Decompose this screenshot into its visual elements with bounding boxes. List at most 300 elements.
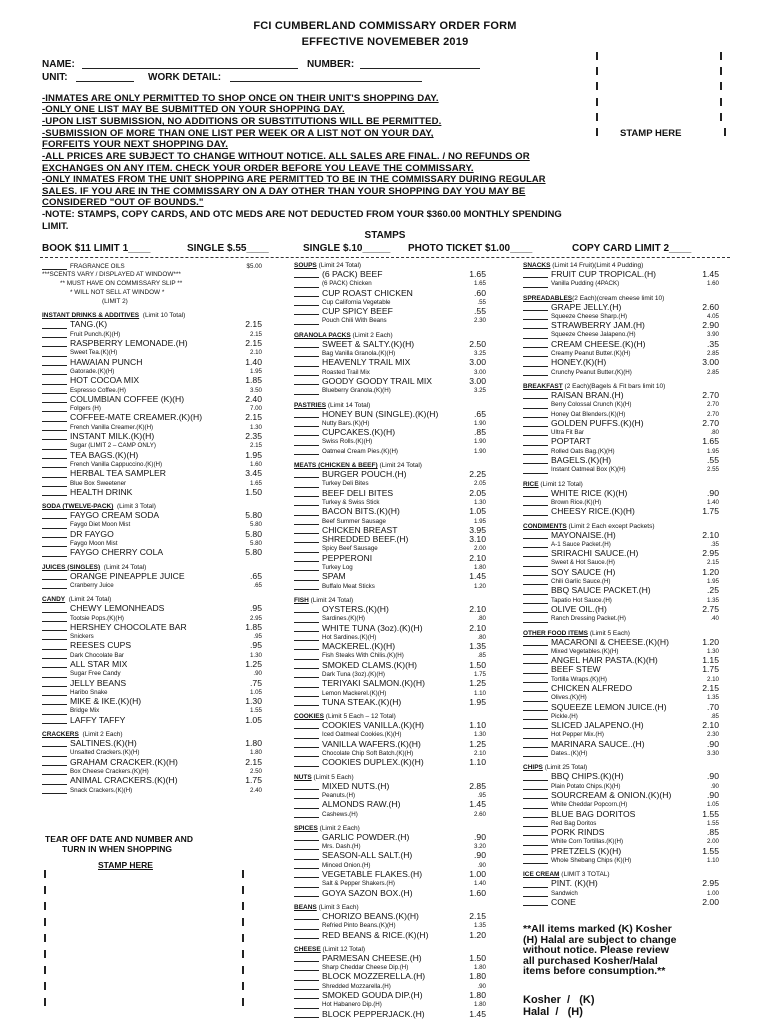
list-item[interactable] xyxy=(42,604,262,613)
list-item[interactable] xyxy=(42,572,262,581)
list-item[interactable] xyxy=(42,660,262,669)
item-price: 5.80 xyxy=(249,521,262,529)
item-name: CONE xyxy=(551,896,576,907)
item-name: SALTINES.(K)(H) xyxy=(70,738,137,749)
item-price: 2.95 xyxy=(702,548,719,559)
name-field[interactable] xyxy=(82,58,298,69)
list-item[interactable] xyxy=(523,531,719,540)
list-item[interactable] xyxy=(523,586,719,595)
item-price: .90 xyxy=(707,789,719,800)
stamp-box-mark xyxy=(44,998,46,1006)
item-name: SWEET & SALTY.(K)(H) xyxy=(322,338,415,349)
item-price: 1.50 xyxy=(469,659,486,670)
item-name: White Corn Tortillas.(K)(H) xyxy=(551,838,624,846)
item-name: ALL STAR MIX xyxy=(70,658,128,669)
item-price: 2.30 xyxy=(473,317,486,325)
rule-line: SALES. IF YOU ARE IN THE COMMISSARY ON A DAY OTHER THAN YOUR SHOPPING DAY YOU MAY BE xyxy=(42,186,526,197)
item-price: 3.90 xyxy=(706,331,719,339)
item-name: ANIMAL CRACKERS.(K)(H) xyxy=(70,775,178,786)
column-snacks-icecream xyxy=(523,262,719,907)
item-price: 3.25 xyxy=(473,387,486,395)
item-name: GRAHAM CRACKER.(K)(H) xyxy=(70,756,178,767)
section-header: CHEESE (Limit 12 Total) xyxy=(294,945,366,953)
item-price: 1.80 xyxy=(473,964,486,972)
item-name: Turkey Log xyxy=(322,564,353,572)
item-price: 2.90 xyxy=(702,320,719,331)
item-price: 1.05 xyxy=(245,714,262,725)
section-header: BREAKFAST (2 Each)(Bagels & Fit bars limit 10) xyxy=(523,382,666,390)
form-title: FCI CUMBERLAND COMMISSARY ORDER FORM xyxy=(253,20,517,32)
name-label: NAME: xyxy=(42,59,75,70)
list-item[interactable] xyxy=(294,289,486,298)
list-item[interactable] xyxy=(294,931,486,940)
item-price: .90 xyxy=(477,861,486,869)
list-item[interactable] xyxy=(42,581,262,590)
item-price: 1.55 xyxy=(702,845,719,856)
photo-ticket[interactable]: PHOTO TICKET $1.00____ xyxy=(408,243,533,254)
kosher-note-line: items before consumption.** xyxy=(523,965,666,977)
list-item[interactable] xyxy=(42,530,262,539)
section-header: MEATS (CHICKEN & BEEF) (Limit 24 Total) xyxy=(294,462,422,470)
list-item[interactable] xyxy=(294,358,486,367)
list-item[interactable] xyxy=(294,507,486,516)
list-item[interactable] xyxy=(294,698,486,707)
stamp-box-left xyxy=(44,870,246,1010)
list-item[interactable] xyxy=(523,791,719,800)
item-name: Snack Crackers.(K)(H) xyxy=(70,786,133,794)
list-item[interactable] xyxy=(523,489,719,498)
list-item[interactable] xyxy=(523,549,719,558)
item-price: 1.55 xyxy=(249,707,262,715)
list-item[interactable] xyxy=(523,740,719,749)
item-name: Shredded Mozzarella.(H) xyxy=(322,982,391,990)
stamp-box-mark xyxy=(44,934,46,942)
item-name: Berry Colossal Crunch (K)(H) xyxy=(551,401,632,409)
column-soups-cheese xyxy=(294,262,486,1019)
item-price: .90 xyxy=(474,831,486,842)
item-price: 3.45 xyxy=(245,468,262,479)
item-price: 1.85 xyxy=(245,375,262,386)
item-name: JELLY BEANS xyxy=(70,677,127,688)
stamp-box-mark xyxy=(596,98,598,106)
stamp-single-10[interactable]: SINGLE $.10_____ xyxy=(303,243,391,254)
list-item[interactable] xyxy=(523,279,719,288)
item-name: Dark Tuna (3oz).(K)(H) xyxy=(322,670,385,678)
list-item[interactable] xyxy=(42,432,262,441)
list-item[interactable] xyxy=(294,758,486,767)
item-price: 3.25 xyxy=(473,350,486,358)
item-name: COOKIES VANILLA.(K)(H) xyxy=(322,720,425,731)
list-item[interactable] xyxy=(523,340,719,349)
item-price: 2.15 xyxy=(702,682,719,693)
item-price: 1.30 xyxy=(249,651,262,659)
list-item[interactable] xyxy=(294,377,486,386)
item-name: ORANGE PINEAPPLE JUICE xyxy=(70,570,185,581)
list-item[interactable] xyxy=(42,413,262,422)
item-name: COOKIES DUPLEX.(K)(H) xyxy=(322,757,424,768)
list-item[interactable] xyxy=(523,270,719,279)
item-name: Haribo Snake xyxy=(70,688,108,696)
fragrance-note: * WILL NOT SELL AT WINDOW * xyxy=(70,288,165,296)
item-price: 1.80 xyxy=(469,971,486,982)
list-item[interactable] xyxy=(294,661,486,670)
list-item[interactable] xyxy=(42,786,262,795)
item-name: Lemon Mackerel.(K)(H) xyxy=(322,689,387,697)
list-item[interactable] xyxy=(294,307,486,316)
list-item[interactable] xyxy=(294,889,486,898)
item-name: Swiss Rolls.(K)(H) xyxy=(322,438,373,446)
list-item[interactable] xyxy=(523,898,719,907)
list-item[interactable] xyxy=(523,703,719,712)
item-name: Vanilla Pudding (4PACK) xyxy=(551,280,620,288)
item-price: 2.50 xyxy=(469,338,486,349)
stamp-single-55[interactable]: SINGLE $.55____ xyxy=(187,243,269,254)
item-price: .70 xyxy=(707,701,719,712)
item-name: CUPCAKES.(K)(H) xyxy=(322,427,396,438)
list-item[interactable] xyxy=(294,470,486,479)
item-name: SOURCREAM & ONION.(K)(H) xyxy=(551,789,672,800)
kosher-label: Kosher / (K) xyxy=(523,994,595,1006)
item-price: 2.50 xyxy=(249,767,262,775)
list-item[interactable] xyxy=(523,665,719,674)
item-price: 1.35 xyxy=(706,694,719,702)
item-name: BEEF STEW xyxy=(551,664,601,675)
item-name: FRUIT CUP TROPICAL.(H) xyxy=(551,269,657,279)
list-item[interactable] xyxy=(294,489,486,498)
item-name: Cranberry Juice xyxy=(70,581,114,589)
stamp-box-mark xyxy=(596,128,598,136)
list-item[interactable] xyxy=(42,395,262,404)
list-item[interactable] xyxy=(294,991,486,1000)
item-price: .90 xyxy=(707,771,719,782)
list-item[interactable] xyxy=(294,410,486,419)
item-name: Crunchy Peanut Butter.(K)(H) xyxy=(551,368,632,376)
list-item[interactable] xyxy=(294,1010,486,1019)
item-price: 3.95 xyxy=(469,524,486,535)
item-price: 1.75 xyxy=(473,670,486,678)
item-name: HAWAIAN PUNCH xyxy=(70,356,143,367)
list-item[interactable] xyxy=(42,511,262,520)
list-item[interactable] xyxy=(42,376,262,385)
list-item[interactable] xyxy=(294,721,486,730)
rule-line: CONSIDERED "OUT OF BOUNDS." xyxy=(42,197,204,208)
section-header: CRACKERS (Limit 2 Each) xyxy=(42,731,123,739)
list-item[interactable] xyxy=(42,320,262,329)
list-item[interactable] xyxy=(294,316,486,325)
stamp-box-mark xyxy=(242,886,244,894)
list-item[interactable] xyxy=(42,776,262,785)
list-item[interactable] xyxy=(523,605,719,614)
list-item[interactable] xyxy=(523,456,719,465)
list-item[interactable] xyxy=(523,303,719,312)
stamp-box-mark xyxy=(44,982,46,990)
section-header: OTHER FOOD ITEMS (Limit 5 Each) xyxy=(523,629,630,637)
item-price: 2.10 xyxy=(473,750,486,758)
section-header: SOUPS (Limit 24 Total) xyxy=(294,262,362,269)
item-price: 1.30 xyxy=(249,423,262,431)
stamp-box-mark xyxy=(44,870,46,878)
list-item[interactable] xyxy=(294,782,486,791)
list-item[interactable] xyxy=(523,772,719,781)
item-name: SEASON-ALL SALT.(H) xyxy=(322,850,413,861)
kosher-note-line: without notice. Please review xyxy=(523,944,669,956)
list-item[interactable] xyxy=(294,679,486,688)
list-item[interactable] xyxy=(294,535,486,544)
item-price: 1.90 xyxy=(473,438,486,446)
list-item[interactable] xyxy=(294,954,486,963)
list-item[interactable] xyxy=(523,614,719,623)
item-price: 3.20 xyxy=(473,843,486,851)
stamp-box-mark xyxy=(720,98,722,106)
list-item[interactable] xyxy=(294,437,486,446)
list-item[interactable] xyxy=(523,437,719,446)
list-item[interactable] xyxy=(294,270,486,279)
item-price: .75 xyxy=(250,677,262,688)
item-price: 2.15 xyxy=(469,910,486,921)
stamp-box-mark xyxy=(242,918,244,926)
work-detail-label: WORK DETAIL: xyxy=(148,72,222,83)
item-price: 2.95 xyxy=(249,614,262,622)
item-name: POPTART xyxy=(551,436,591,447)
list-item[interactable] xyxy=(294,912,486,921)
item-price: 2.55 xyxy=(706,466,719,474)
item-price: 1.00 xyxy=(706,889,719,897)
item-price: .85 xyxy=(477,652,486,660)
item-price: 1.20 xyxy=(702,566,719,577)
list-item[interactable] xyxy=(294,428,486,437)
item-name: CHICKEN ALFREDO xyxy=(551,682,633,693)
item-name: VANILLA WAFERS.(K)(H) xyxy=(322,738,421,749)
item-name: French Vanilla Creamer.(K)(H) xyxy=(70,423,154,431)
item-name: HOT COCOA MIX xyxy=(70,375,140,386)
item-price: 1.95 xyxy=(245,449,262,460)
stamp-box-mark xyxy=(242,950,244,958)
item-name: Ultra Fit Bar xyxy=(551,429,585,437)
work-detail-field[interactable] xyxy=(230,71,422,82)
item-price: .90 xyxy=(477,982,486,990)
list-item[interactable] xyxy=(42,697,262,706)
item-name: Dark Chocolate Bar xyxy=(70,651,124,659)
item-price: 1.90 xyxy=(473,447,486,455)
item-price: 2.15 xyxy=(245,338,262,349)
item-name: OLIVE OIL.(H) xyxy=(551,603,607,614)
item-name: Squeeze Cheese Sharp.(H) xyxy=(551,312,628,320)
item-name: Bridge Mix xyxy=(70,707,100,715)
item-name: ALMONDS RAW.(H) xyxy=(322,799,401,810)
item-price: 1.40 xyxy=(473,880,486,888)
item-name: Snickers xyxy=(70,633,94,641)
item-price: 1.95 xyxy=(706,447,719,455)
item-price: .65 xyxy=(474,408,486,419)
item-price: 2.00 xyxy=(706,838,719,846)
rule-line: FORFEITS YOUR NEXT SHOPPING DAY. xyxy=(42,139,229,150)
item-price: 1.25 xyxy=(245,658,262,669)
item-name: Cup California Vegetable xyxy=(322,298,391,306)
list-item[interactable] xyxy=(294,447,486,456)
item-price: 1.05 xyxy=(469,506,486,517)
number-field[interactable] xyxy=(360,58,480,69)
list-item[interactable] xyxy=(523,856,719,865)
item-name: Nutty Bars.(K)(H) xyxy=(322,419,370,427)
list-item[interactable] xyxy=(42,488,262,497)
item-name: A-1 Sauce Packet.(H) xyxy=(551,540,611,548)
item-name: Red Bag Doritos xyxy=(551,819,597,827)
list-item[interactable] xyxy=(294,800,486,809)
item-price: 2.35 xyxy=(245,431,262,442)
list-item[interactable] xyxy=(294,810,486,819)
item-price: .90 xyxy=(707,487,719,498)
item-price: 2.15 xyxy=(249,442,262,450)
list-item[interactable] xyxy=(523,358,719,367)
list-item[interactable] xyxy=(523,465,719,474)
item-price: 1.10 xyxy=(706,857,719,865)
item-name: PRETZELS (K)(H) xyxy=(551,845,622,856)
list-item[interactable] xyxy=(294,624,486,633)
list-item[interactable] xyxy=(294,582,486,591)
item-price: 1.30 xyxy=(473,731,486,739)
list-item[interactable] xyxy=(523,879,719,888)
item-price: 1.00 xyxy=(469,869,486,880)
item-price: 2.70 xyxy=(702,417,719,428)
list-item[interactable] xyxy=(42,548,262,557)
section-header: JUICES (SINGLES) (Limit 24 Total) xyxy=(42,563,147,571)
item-price: 5.80 xyxy=(245,510,262,521)
item-name: Olives.(K)(H) xyxy=(551,694,587,702)
item-price: 3.00 xyxy=(473,368,486,376)
list-item[interactable]: FRAGRANCE OILS $5.00 xyxy=(42,262,262,271)
list-item[interactable] xyxy=(42,469,262,478)
list-item[interactable] xyxy=(294,554,486,563)
list-item[interactable] xyxy=(523,847,719,856)
item-name: CUP SPICY BEEF xyxy=(322,306,393,317)
list-item[interactable] xyxy=(523,321,719,330)
list-item[interactable] xyxy=(523,507,719,516)
list-item[interactable] xyxy=(523,368,719,377)
item-price: 1.95 xyxy=(469,696,486,707)
item-price: 1.50 xyxy=(469,952,486,963)
item-price: 2.15 xyxy=(245,756,262,767)
item-price: 1.35 xyxy=(473,922,486,930)
item-price: .60 xyxy=(474,287,486,298)
item-name: Gatorade.(K)(H) xyxy=(70,367,115,375)
copy-card[interactable]: COPY CARD LIMIT 2____ xyxy=(572,243,692,254)
item-price: 5.80 xyxy=(245,547,262,558)
item-name: FAYGO CHERRY COLA xyxy=(70,547,164,558)
list-item[interactable] xyxy=(523,721,719,730)
rule-line: -ONLY ONE LIST MAY BE SUBMITTED ON YOUR SHOPPING DAY. xyxy=(42,104,345,115)
list-item[interactable] xyxy=(294,972,486,981)
list-item[interactable] xyxy=(294,833,486,842)
stamp-book[interactable]: BOOK $11 LIMIT 1____ xyxy=(42,243,151,254)
list-item[interactable] xyxy=(523,810,719,819)
item-price: 2.05 xyxy=(469,487,486,498)
list-item[interactable] xyxy=(42,641,262,650)
item-name: Sardines.(K)(H) xyxy=(322,615,365,623)
list-item[interactable] xyxy=(42,451,262,460)
item-name: Unsalted Crackers.(K)(H) xyxy=(70,749,140,757)
stamp-box-mark xyxy=(242,870,244,878)
fragrance-note: ***SCENTS VARY / DISPLAYED AT WINDOW*** xyxy=(42,271,181,279)
list-item[interactable] xyxy=(42,716,262,725)
list-item[interactable] xyxy=(42,758,262,767)
item-price: 2.05 xyxy=(473,480,486,488)
item-name: INSTANT MILK.(K)(H) xyxy=(70,431,155,442)
kosher-note-line: all purchased Kosher/Halal xyxy=(523,954,658,967)
item-name: Spicy Beef Sausage xyxy=(322,545,378,553)
item-name: Squeeze Cheese Jalapeno.(H) xyxy=(551,331,636,339)
list-item[interactable] xyxy=(42,339,262,348)
list-item[interactable] xyxy=(294,386,486,395)
list-item[interactable] xyxy=(294,605,486,614)
list-item[interactable] xyxy=(42,739,262,748)
item-name: SPAM xyxy=(322,571,346,582)
item-price: 1.10 xyxy=(469,757,486,768)
list-item[interactable] xyxy=(523,400,719,409)
item-name: TUNA STEAK.(K)(H) xyxy=(322,696,402,707)
item-price: 2.10 xyxy=(702,529,719,540)
stamps-title: STAMPS xyxy=(364,230,406,241)
item-price: 2.15 xyxy=(706,559,719,567)
item-name: Hot Habanero Dip.(H) xyxy=(322,1001,382,1009)
list-item[interactable] xyxy=(523,568,719,577)
list-item[interactable] xyxy=(294,740,486,749)
item-price: 2.10 xyxy=(469,552,486,563)
item-price: 2.10 xyxy=(469,622,486,633)
item-name: MACKEREL.(K)(H) xyxy=(322,641,396,652)
item-name: HERBAL TEA SAMPLER xyxy=(70,468,166,479)
list-item[interactable] xyxy=(42,623,262,632)
list-item[interactable] xyxy=(294,870,486,879)
unit-field[interactable] xyxy=(76,71,134,82)
list-item[interactable] xyxy=(294,642,486,651)
list-item[interactable] xyxy=(294,572,486,581)
list-item[interactable] xyxy=(523,749,719,758)
list-item[interactable] xyxy=(42,358,262,367)
item-price: .55 xyxy=(707,455,719,466)
list-item[interactable] xyxy=(523,638,719,647)
section-header: SODA (TWELVE-PACK) (Limit 3 Total) xyxy=(42,503,156,511)
item-price: .95 xyxy=(477,791,486,799)
item-price: .90 xyxy=(474,850,486,861)
section-header: INSTANT DRINKS & ADDITIVES (Limit 10 Total) xyxy=(42,312,186,320)
item-name: Tapatio Hot Sauce.(H) xyxy=(551,596,612,604)
item-name: ANGEL HAIR PASTA.(K)(H) xyxy=(551,655,658,666)
item-price: 1.65 xyxy=(702,436,719,447)
item-price: .90 xyxy=(707,738,719,749)
item-name: Fruit Punch.(K)(H) xyxy=(70,330,121,338)
item-price: 4.05 xyxy=(706,312,719,320)
list-item[interactable] xyxy=(523,828,719,837)
item-name: HEALTH DRINK xyxy=(70,486,133,497)
list-item[interactable] xyxy=(523,391,719,400)
item-price: 1.10 xyxy=(469,720,486,731)
item-name: TEA BAGS.(K)(H) xyxy=(70,449,139,460)
section-header: ICE CREAM (LIMIT 3 TOTAL) xyxy=(523,871,610,879)
item-name: CUP ROAST CHICKEN xyxy=(322,287,413,298)
list-item[interactable] xyxy=(523,684,719,693)
list-item[interactable] xyxy=(294,340,486,349)
item-price: 1.35 xyxy=(706,596,719,604)
list-item[interactable] xyxy=(42,679,262,688)
item-name: GOYA SAZON BOX.(H) xyxy=(322,887,413,898)
item-price: .65 xyxy=(250,570,262,581)
stamp-box-mark xyxy=(44,950,46,958)
item-name: Brown Rice.(K)(H) xyxy=(551,498,602,506)
item-name: Dates..(K)(H) xyxy=(551,750,588,758)
list-item[interactable] xyxy=(294,851,486,860)
list-item[interactable] xyxy=(523,419,719,428)
item-price: 1.45 xyxy=(469,799,486,810)
